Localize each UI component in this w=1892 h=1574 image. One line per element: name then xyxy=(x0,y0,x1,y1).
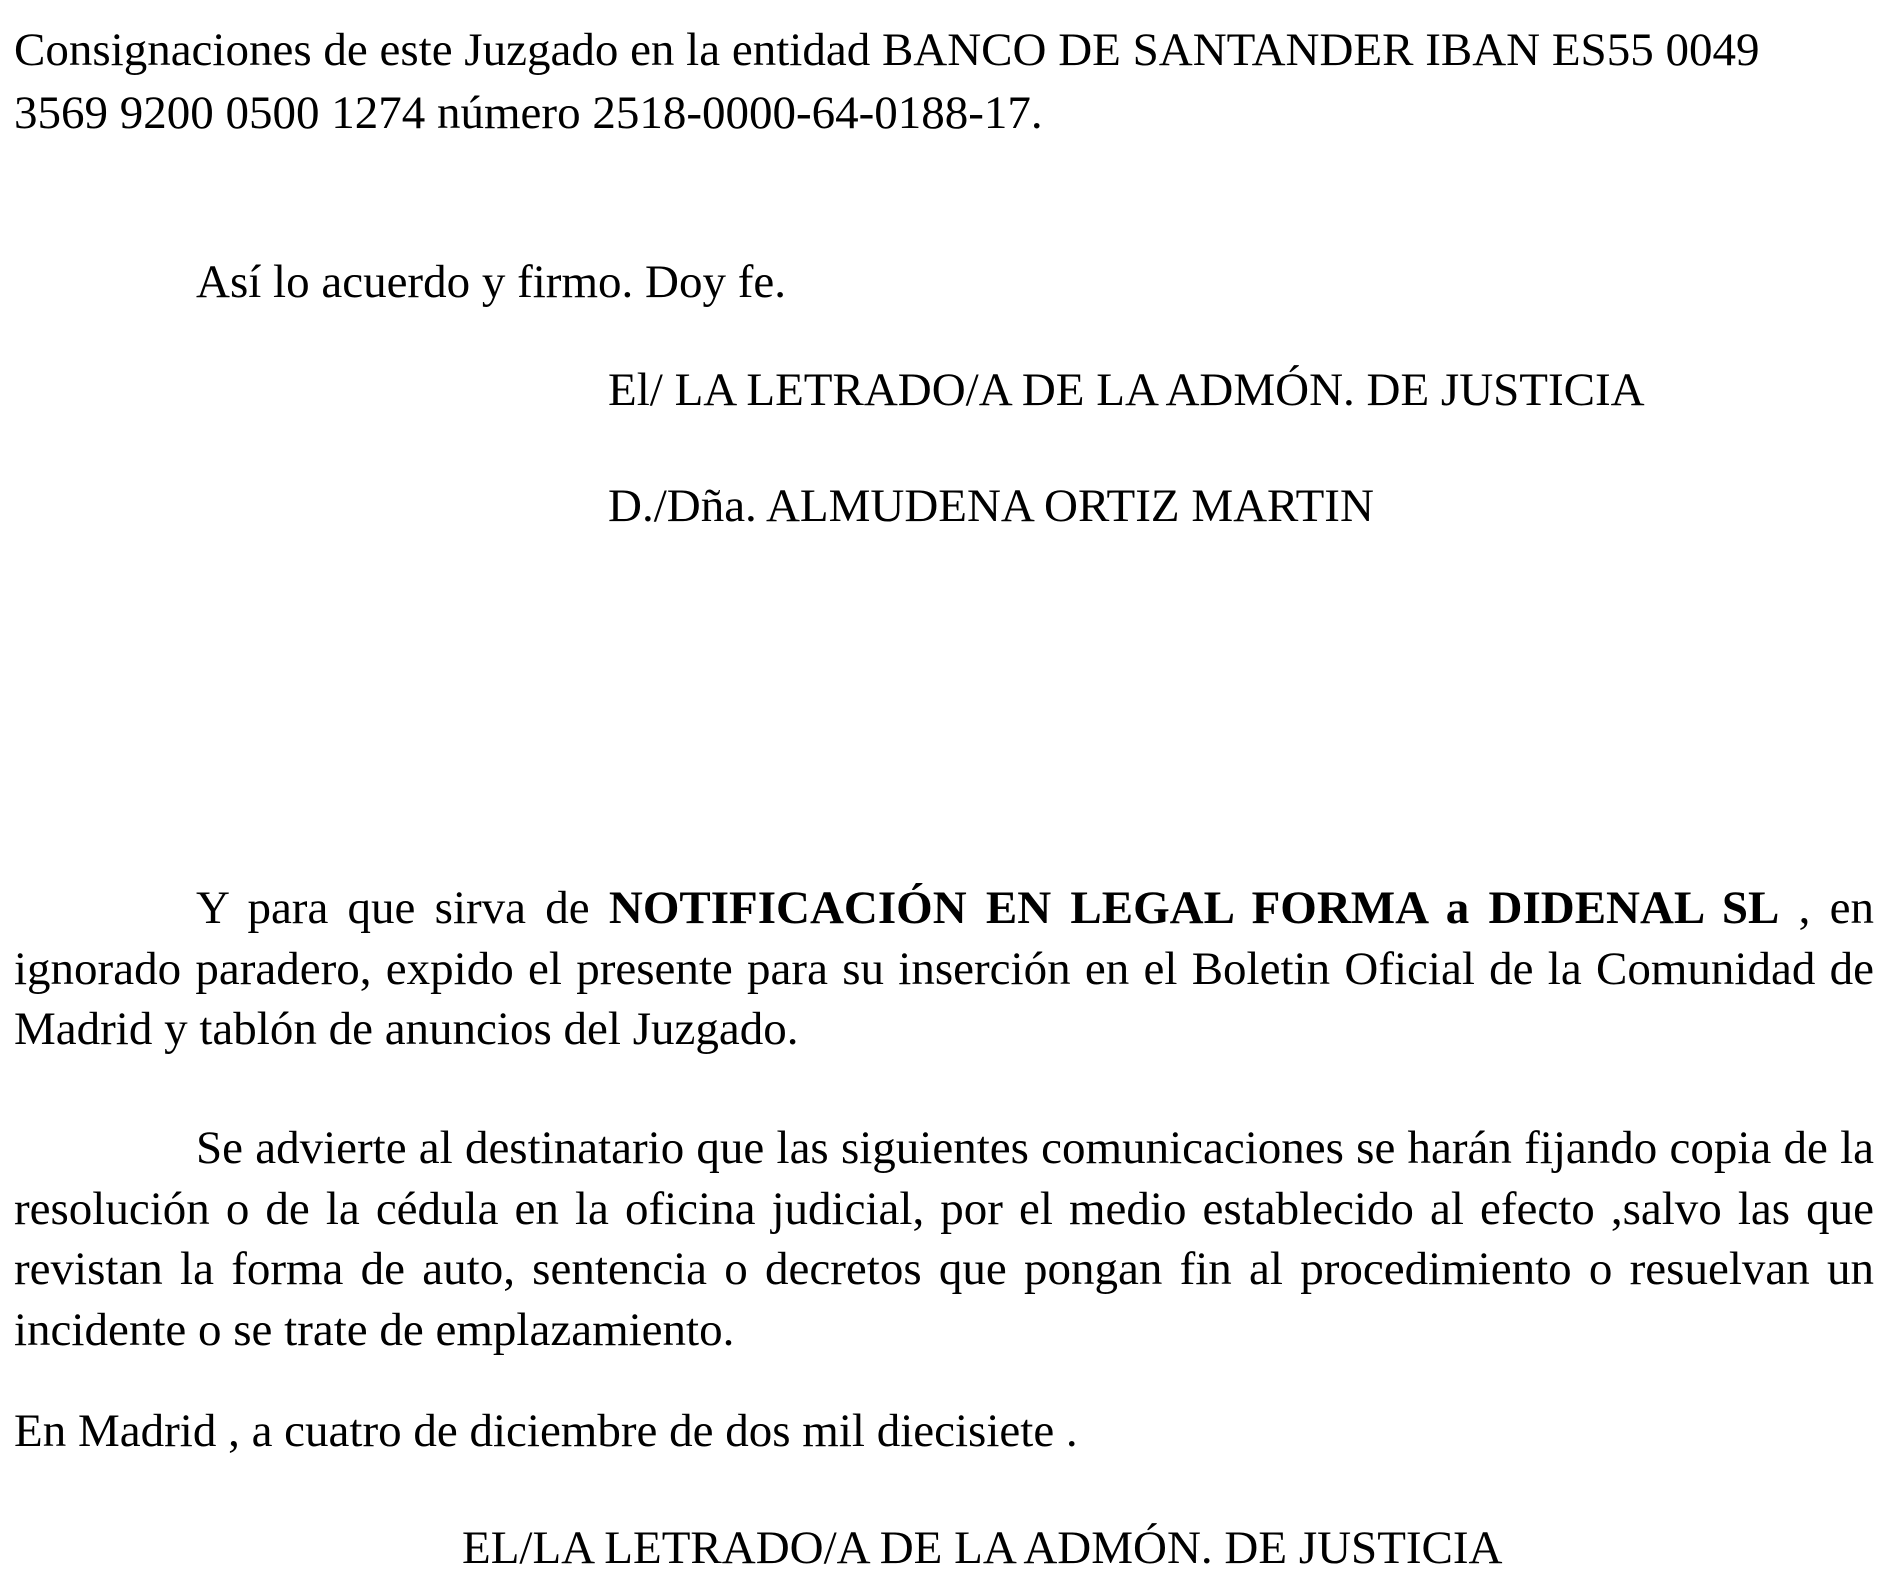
warning-paragraph: Se advierte al destinatario que las siguientes comunicaciones se harán fijando copia de la resolución o de la cédula en la oficina judicial, por el medio establecido al efecto ,salvo las que revistan la forma de auto, sentencia o decretos que pongan fin al procedimiento o resuelvan un incidente o se trate de emplazamiento. xyxy=(14,1122,1874,1356)
bank-consignment-line-1: Consignaciones de este Juzgado en la entidad BANCO DE SANTANDER IBAN ES55 0049 xyxy=(14,24,1760,76)
place-and-date: En Madrid , a cuatro de diciembre de dos mil diecisiete . xyxy=(14,1405,1078,1457)
notification-prefix: Y para que sirva de xyxy=(196,882,609,934)
bank-consignment-line-2: 3569 9200 0500 1274 número 2518-0000-64-0188-17. xyxy=(14,87,1043,139)
notified-party: DIDENAL SL xyxy=(1488,882,1780,934)
notification-connector: a xyxy=(1426,882,1489,934)
clerk-role-title: El/ LA LETRADO/A DE LA ADMÓN. DE JUSTICIA xyxy=(608,364,1645,416)
notification-body: , en ignorado paradero, expido el presente para su inserción en el Boletin Oficial de la Comunidad de Madrid y tablón de anuncios del Juzgado. xyxy=(14,882,1875,1055)
clerk-name: D./Dña. ALMUDENA ORTIZ MARTIN xyxy=(608,480,1374,532)
closing-formula: Así lo acuerdo y firmo. Doy fe. xyxy=(196,256,786,308)
footer-clerk-role: EL/LA LETRADO/A DE LA ADMÓN. DE JUSTICIA xyxy=(462,1522,1503,1574)
notification-type: NOTIFICACIÓN EN LEGAL FORMA xyxy=(608,882,1427,934)
notification-paragraph xyxy=(14,878,1874,1060)
